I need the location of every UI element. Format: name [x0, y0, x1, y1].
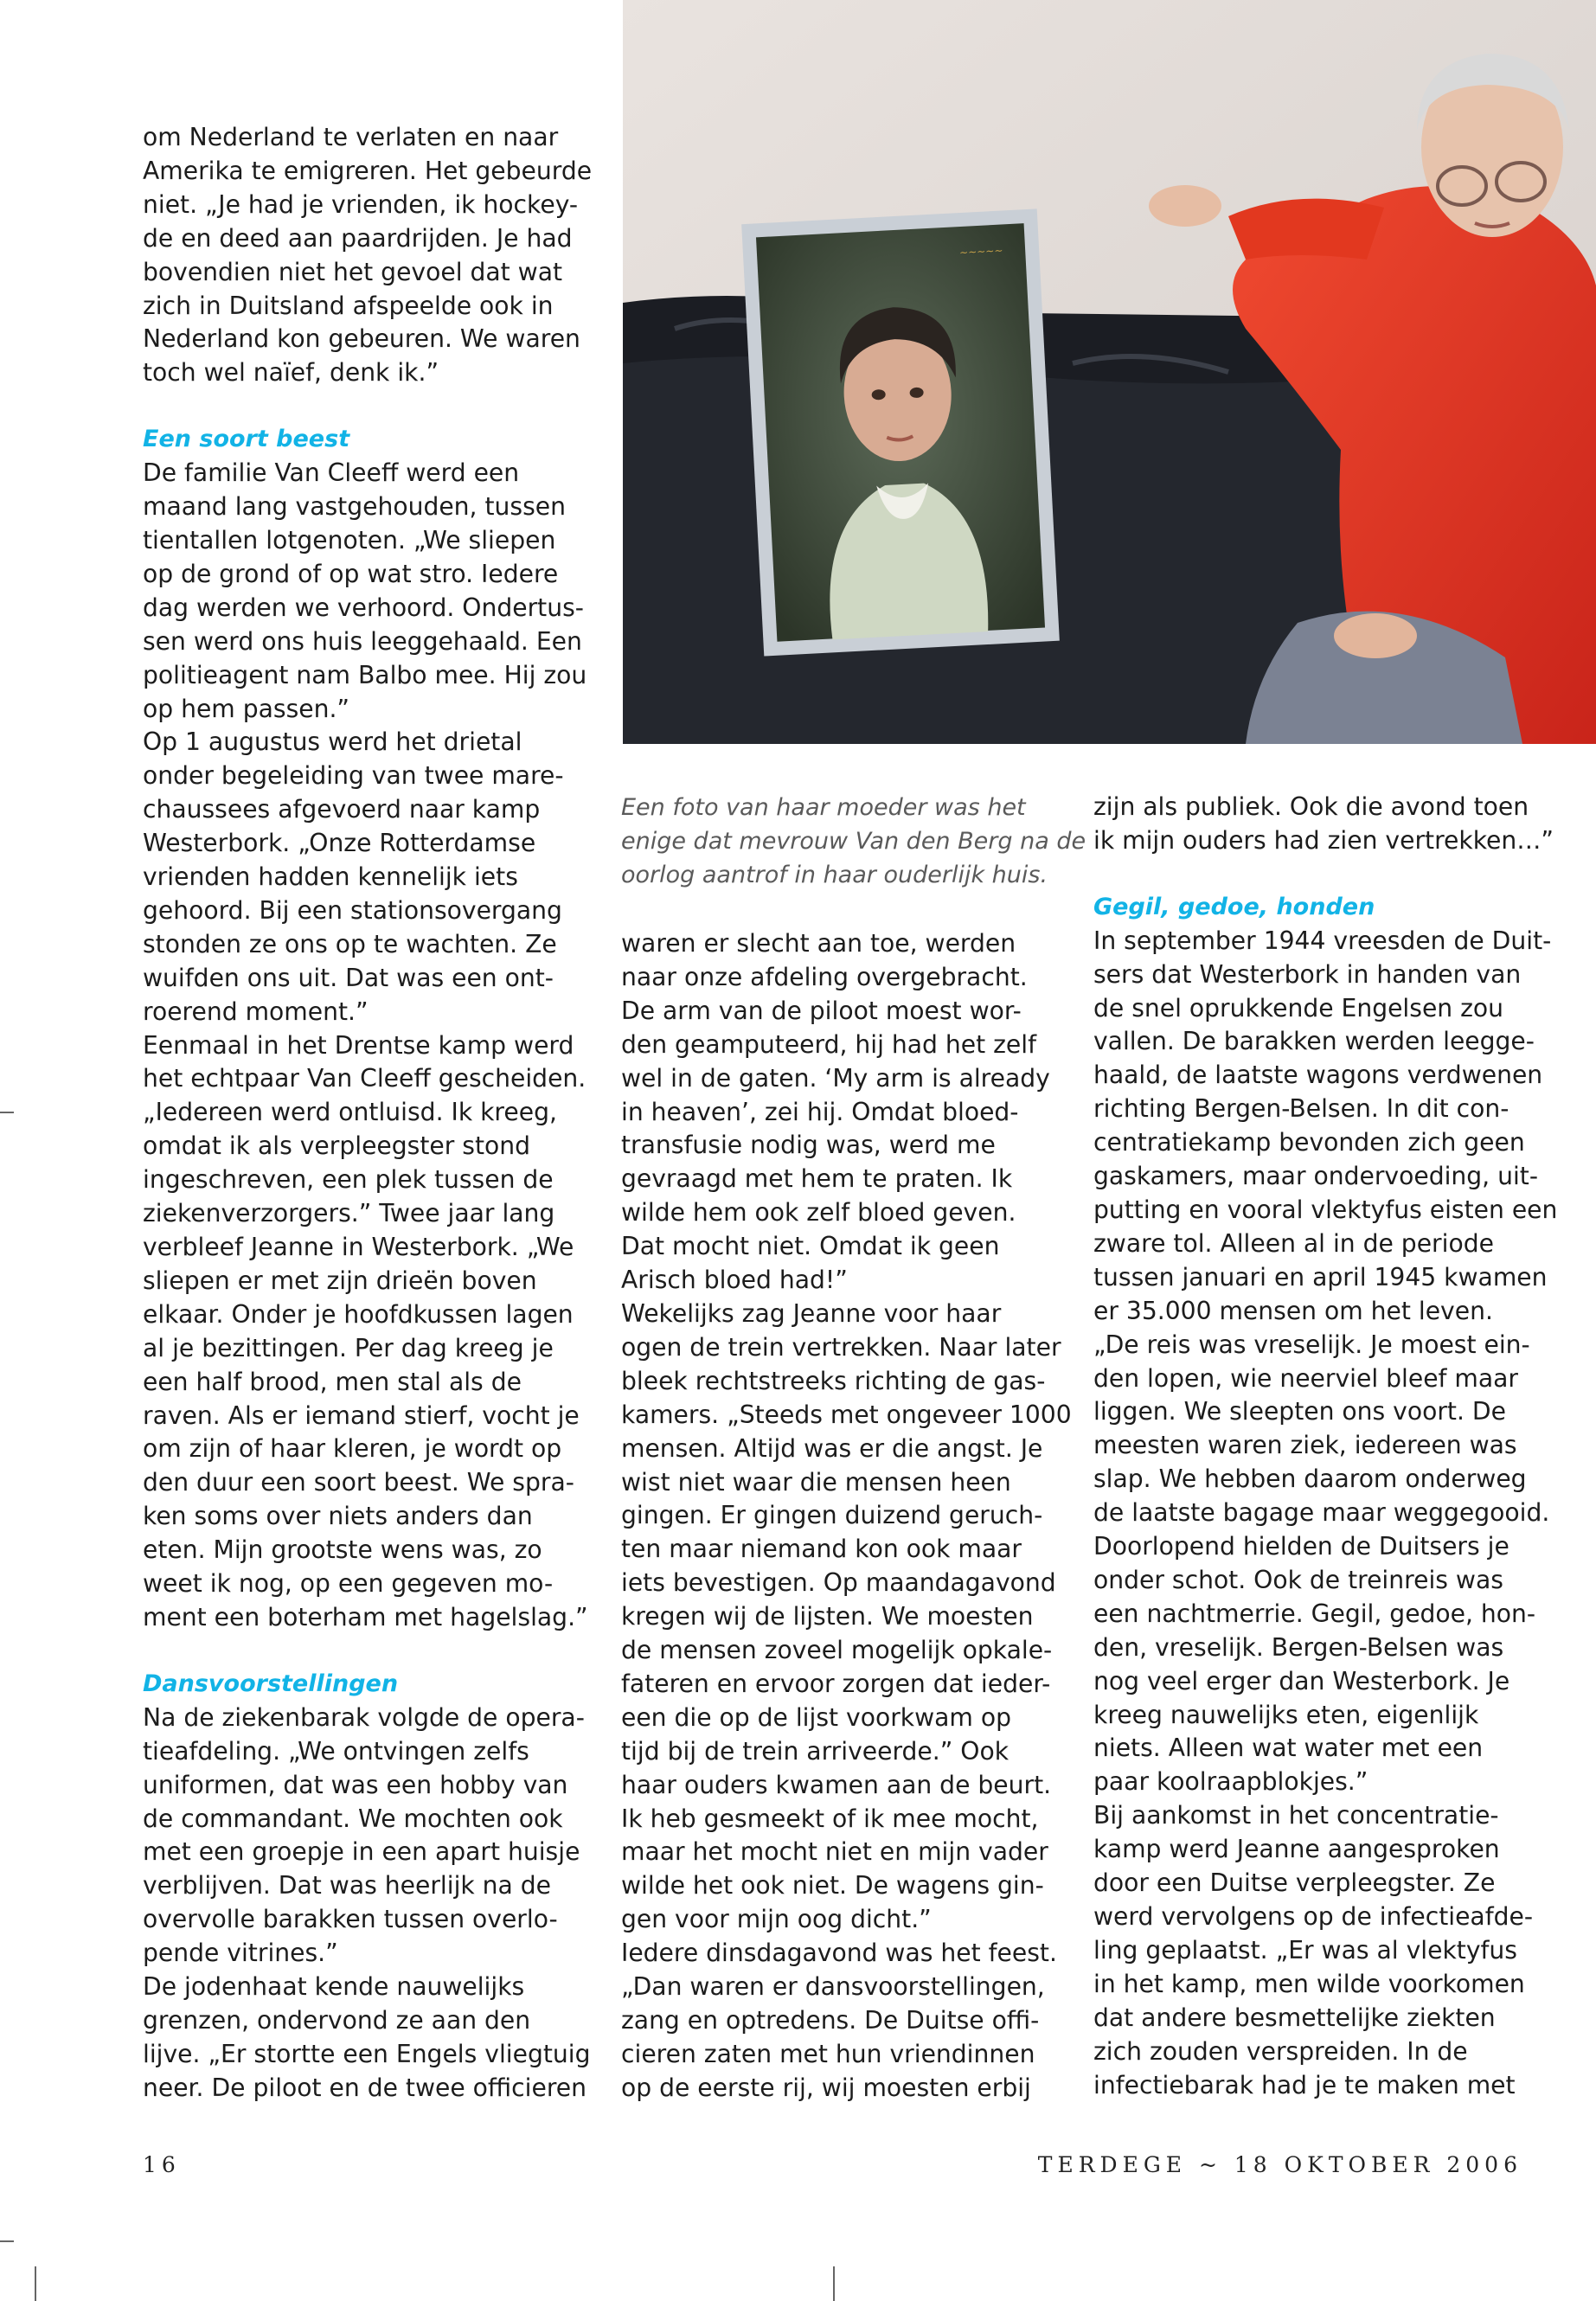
text-line: waren er slecht aan toe, werden	[621, 929, 1016, 958]
text-line: „De reis was vreselijk. Je moest ein-	[1093, 1330, 1530, 1359]
text-line: ling geplaatst. „Er was al vlektyfus	[1093, 1935, 1517, 1965]
text-line: het echtpaar Van Cleeff gescheiden.	[143, 1064, 586, 1093]
text-line: lijve. „Er stortte een Engels vliegtuig	[143, 2039, 591, 2068]
text-line: weet ik nog, op een gegeven mo-	[143, 1569, 554, 1599]
text-line: den lopen, wie neerviel bleef maar	[1093, 1363, 1519, 1393]
text-line: elkaar. Onder je hoofdkussen lagen	[143, 1299, 574, 1329]
text-line: putting en vooral vlektyfus eisten een	[1093, 1195, 1558, 1224]
subheading-gegil-gedoe-honden: Gegil, gedoe, honden	[1093, 893, 1375, 920]
text-line: zich in Duitsland afspeelde ook in	[143, 291, 554, 320]
text-line: den geamputeerd, hij had het zelf	[621, 1029, 1037, 1059]
text-line: wuifden ons uit. Dat was een ont-	[143, 963, 554, 992]
crop-mark	[0, 1112, 14, 1113]
text-line: onder schot. Ook de treinreis was	[1093, 1565, 1503, 1594]
text-line: de commandant. We mochten ook	[143, 1804, 563, 1833]
text-line: sen werd ons huis leeggehaald. Een	[143, 626, 582, 656]
text-line: dag werden we verhoord. Ondertus-	[143, 593, 584, 622]
text-line: gen voor mijn oog dicht.”	[621, 1905, 932, 1934]
text-line: neer. De piloot en de twee officieren	[143, 2073, 586, 2102]
text-line: kregen wij de lijsten. We moesten	[621, 1602, 1034, 1631]
text-line: In september 1944 vreesden de Duit-	[1093, 926, 1552, 955]
text-line: de laatste bagage maar weggegooid.	[1093, 1498, 1550, 1528]
text-line: ogen de trein vertrekken. Naar later	[621, 1332, 1061, 1362]
crop-mark	[35, 2266, 36, 2301]
text-line: transfusie nodig was, werd me	[621, 1131, 996, 1160]
text-line: gaskamers, maar ondervoeding, uit-	[1093, 1162, 1539, 1191]
text-line: Eenmaal in het Drentse kamp werd	[143, 1030, 574, 1060]
text-line: Amerika te emigreren. Het gebeurde	[143, 156, 593, 185]
text-line: fateren en ervoor zorgen dat ieder-	[621, 1669, 1051, 1698]
crop-mark	[0, 2240, 14, 2242]
text-line: op hem passen.”	[143, 694, 350, 723]
text-line: om zijn of haar kleren, je wordt op	[143, 1434, 562, 1464]
text-line: den duur een soort beest. We spra-	[143, 1468, 574, 1497]
page-number: 16	[143, 2152, 181, 2177]
text-line: bleek rechtstreeks richting de gas-	[621, 1366, 1046, 1395]
text-line: Iedere dinsdagavond was het feest.	[621, 1939, 1057, 1968]
text-line: Doorlopend hielden de Duitsers je	[1093, 1532, 1509, 1561]
text-line: slap. We hebben daarom onderweg	[1093, 1465, 1527, 1494]
text-line: al je bezittingen. Per dag kreeg je	[143, 1333, 554, 1362]
text-line: overvolle barakken tussen overlo-	[143, 1905, 558, 1934]
text-line: „Iedereen werd ontluisd. Ik kreeg,	[143, 1098, 557, 1127]
text-line: Nederland kon gebeuren. We waren	[143, 324, 580, 354]
text-line: gingen. Er gingen duizend geruch-	[621, 1501, 1043, 1530]
subheading-een-soort-beest: Een soort beest	[143, 426, 350, 453]
text-line: „Dan waren er dansvoorstellingen,	[621, 1972, 1045, 2002]
text-line: tijd bij de trein arriveerde.” Ook	[621, 1736, 1010, 1766]
text-line: den, vreselijk. Bergen-Belsen was	[1093, 1632, 1504, 1662]
text-line: haald, de laatste wagons verdwenen	[1093, 1061, 1543, 1090]
text-line: Dat mocht niet. Omdat ik geen	[621, 1232, 1000, 1261]
crop-mark	[833, 2266, 835, 2301]
text-line: zijn als publiek. Ook die avond toen	[1093, 792, 1529, 821]
text-line: in het kamp, men wilde voorkomen	[1093, 1969, 1525, 1998]
text-line: op de grond of op wat stro. Iedere	[143, 559, 559, 588]
text-line: mensen. Altijd was er die angst. Je	[621, 1433, 1043, 1463]
subheading-dansvoorstellingen: Dansvoorstellingen	[143, 1670, 399, 1697]
text-line: maand lang vastgehouden, tussen	[143, 492, 566, 522]
text-line: sers dat Westerbork in handen van	[1093, 959, 1522, 989]
column-3	[1093, 791, 1558, 2102]
text-line: wist niet waar die mensen heen	[621, 1467, 1011, 1497]
text-line: zich zouden verspreiden. In de	[1093, 2036, 1468, 2066]
text-line: Westerbork. „Onze Rotterdamse	[143, 829, 536, 858]
text-line: nog veel erger dan Westerbork. Je	[1093, 1666, 1510, 1695]
text-line: Arisch bloed had!”	[621, 1266, 848, 1295]
text-line: verbleef Jeanne in Westerbork. „We	[143, 1233, 574, 1261]
text-line: de en deed aan paardrijden. Je had	[143, 223, 573, 253]
text-line: richting Bergen-Belsen. In dit con-	[1093, 1094, 1509, 1124]
text-line: stonden ze ons op te wachten. Ze	[143, 929, 557, 958]
text-line: werd vervolgens op de infectieafde-	[1093, 1902, 1534, 1931]
text-line: oorlog aantrof in haar ouderlijk huis.	[621, 862, 1048, 888]
text-line: raven. Als er iemand stierf, vocht je	[143, 1400, 580, 1430]
text-line: politieagent nam Balbo mee. Hij zou	[143, 660, 587, 689]
text-line: omdat ik als verpleegster stond	[143, 1131, 531, 1161]
text-line: Een foto van haar moeder was het	[621, 794, 1026, 821]
text-line: enige dat mevrouw Van den Berg na de	[621, 828, 1086, 855]
text-line: tussen januari en april 1945 kwamen	[1093, 1262, 1548, 1292]
text-line: ingeschreven, een plek tussen de	[143, 1165, 554, 1195]
text-line: gehoord. Bij een stationsovergang	[143, 895, 562, 925]
article-photo	[623, 0, 1596, 744]
text-line: gevraagd met hem te praten. Ik	[621, 1164, 1013, 1194]
text-line: dat andere besmettelijke ziekten	[1093, 2003, 1496, 2032]
text-line: haar ouders kwamen aan de beurt.	[621, 1770, 1052, 1799]
text-line: Na de ziekenbarak volgde de opera-	[143, 1702, 585, 1732]
text-line: niet. „Je had je vrienden, ik hockey-	[143, 189, 579, 219]
text-line: een half brood, men stal als de	[143, 1367, 522, 1396]
text-line: door een Duitse verpleegster. Ze	[1093, 1868, 1496, 1898]
text-line: tientallen lotgenoten. „We sliepen	[143, 525, 556, 554]
text-line: kamp werd Jeanne aangesproken	[1093, 1835, 1500, 1864]
text-line: bovendien niet het gevoel dat wat	[143, 257, 563, 286]
text-line: tieafdeling. „We ontvingen zelfs	[143, 1736, 529, 1766]
text-line: kamers. „Steeds met ongeveer 1000	[621, 1400, 1072, 1429]
text-line: kreeg nauwelijks eten, eigenlijk	[1093, 1700, 1479, 1729]
text-line: Op 1 augustus werd het drietal	[143, 727, 522, 757]
text-line: De familie Van Cleeff werd een	[143, 458, 520, 488]
column-1	[143, 121, 593, 2106]
text-line: infectiebarak had je te maken met	[1093, 2070, 1516, 2099]
text-line: er 35.000 mensen om het leven.	[1093, 1296, 1493, 1325]
text-line: zware tol. Alleen al in de periode	[1093, 1228, 1494, 1258]
text-line: centratiekamp bevonden zich geen	[1093, 1128, 1525, 1157]
text-line: uniformen, dat was een hobby van	[143, 1770, 568, 1799]
text-line: wilde het ook niet. De wagens gin-	[621, 1871, 1044, 1900]
text-line: vallen. De barakken werden leegge-	[1093, 1027, 1535, 1056]
text-line: meesten waren ziek, iedereen was	[1093, 1431, 1517, 1460]
text-line: wilde hem ook zelf bloed geven.	[621, 1198, 1016, 1227]
text-line: liggen. We sleepten ons voort. De	[1093, 1397, 1506, 1426]
text-line: op de eerste rij, wij moesten erbij	[621, 2073, 1031, 2102]
photo-caption	[621, 791, 1086, 892]
text-line: iets bevestigen. Op maandagavond	[621, 1568, 1056, 1598]
text-line: een die op de lijst voorkwam op	[621, 1702, 1011, 1732]
text-line: vrienden hadden kennelijk iets	[143, 862, 518, 892]
text-line: de snel oprukkende Engelsen zou	[1093, 993, 1504, 1022]
text-line: De jodenhaat kende nauwelijks	[143, 1972, 525, 2002]
text-line: De arm van de piloot moest wor-	[621, 996, 1022, 1025]
text-line: paar koolraapblokjes.”	[1093, 1767, 1368, 1797]
text-line: Bij aankomst in het concentratie-	[1093, 1801, 1499, 1830]
text-line: cieren zaten met hun vriendinnen	[621, 2039, 1035, 2068]
publication-footer: TERDEGE ~ 18 OKTOBER 2006	[1037, 2152, 1522, 2177]
text-line: ik mijn ouders had zien vertrekken…”	[1093, 825, 1554, 855]
text-line: in heaven’, zei hij. Omdat bloed-	[621, 1097, 1019, 1126]
text-line: verblijven. Dat was heerlijk na de	[143, 1871, 552, 1900]
text-line: Ik heb gesmeekt of ik mee mocht,	[621, 1804, 1039, 1833]
text-line: toch wel naïef, denk ik.”	[143, 358, 439, 388]
text-line: maar het mocht niet en mijn vader	[621, 1837, 1048, 1867]
text-line: onder begeleiding van twee mare-	[143, 761, 564, 791]
text-line: pende vitrines.”	[143, 1939, 338, 1968]
text-line: met een groepje in een apart huisje	[143, 1837, 580, 1867]
text-line: ziekenverzorgers.” Twee jaar lang	[143, 1199, 555, 1228]
text-line: naar onze afdeling overgebracht.	[621, 962, 1028, 991]
text-line: ken soms over niets anders dan	[143, 1502, 533, 1531]
text-line: eten. Mijn grootste wens was, zo	[143, 1535, 542, 1565]
text-line: wel in de gaten. ‘My arm is already	[621, 1063, 1050, 1093]
text-line: zang en optredens. De Duitse offi-	[621, 2006, 1040, 2035]
text-line: roerend moment.”	[143, 997, 369, 1026]
text-line: grenzen, ondervond ze aan den	[143, 2005, 531, 2035]
text-line: ten maar niemand kon ook maar	[621, 1535, 1022, 1564]
text-line: om Nederland te verlaten en naar	[143, 123, 559, 151]
text-line: sliepen er met zijn drieën boven	[143, 1266, 537, 1295]
column-2	[621, 927, 1072, 2106]
text-line: chaussees afgevoerd naar kamp	[143, 795, 541, 824]
svg-text:~~~~~: ~~~~~	[958, 244, 1003, 260]
text-line: de mensen zoveel mogelijk opkale-	[621, 1636, 1053, 1665]
text-line: ment een boterham met hagelslag.”	[143, 1602, 588, 1631]
text-line: een nachtmerrie. Gegil, gedoe, hon-	[1093, 1599, 1536, 1628]
text-line: niets. Alleen wat water met een	[1093, 1734, 1484, 1763]
text-line: Wekelijks zag Jeanne voor haar	[621, 1298, 1002, 1328]
